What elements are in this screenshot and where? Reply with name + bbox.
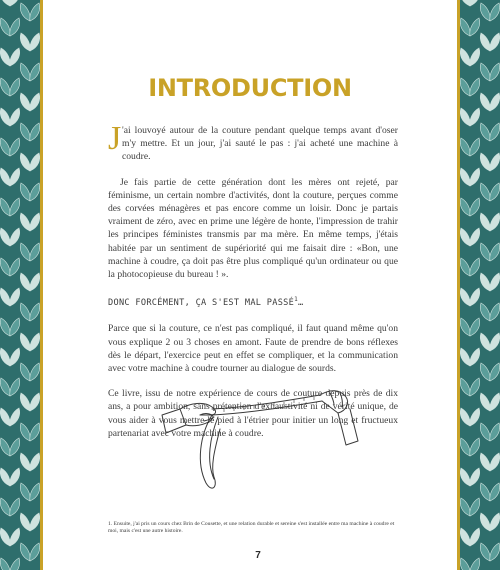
drop-cap: J [108,120,122,157]
leaf-pattern-left [0,0,40,570]
leaf-pattern-right [460,0,500,570]
footnote: 1. Ensuite, j'ai pris un cours chez Brin de Cousette, et une relation durable et sereine s'est installée entre ma machine à coudre et moi, mais c'est une autre histoire. [108,520,395,535]
paragraph-2: Je fais partie de cette génération dont les mères ont rejeté, par féminisme, un certain nombre d'activités, dont la couture, perçues comme des corvées ménagères et pas encore comme un loisir. Donc je partais vraiment de zéro, avec en prime une légère de honte, l'impression de trahir les principes féministes transmis par ma mère. En même temps, j'étais habitée par un sentiment de supériorité qui me faisait dire : «Bon, une machine à coudre, ça doit pas être plus compliqué qu'un ordinateur ou que la photocopieuse du bureau ! ». [108,176,398,281]
paragraph-1 [108,120,398,164]
page-title: INTRODUCTION [148,74,352,103]
paragraph-4: Ce livre, issu de notre expérience de cours de couture depuis près de dix ans, a pour ambition, sans prétention d'exhaustivité ni de vérité unique, de vous aider à vous mettre le pied à l'étrier pour initier un long et fructueux partenariat avec votre machine à coudre. [108,388,398,439]
handwritten-line [108,293,398,310]
paragraph-3: Parce que si la couture, ce n'est pas compliqué, il faut quand même qu'on vous explique 2 ou 3 choses en amont. Faute de prendre de bons réflexes dès le départ, l'exercice peut en effet se compliquer, et la communication avec votre machine à coudre tourner au dialogue de sourds. [108,323,398,374]
right-gold-rule [457,0,460,570]
right-leaf-pattern-border [460,0,500,570]
left-leaf-pattern-border [0,0,40,570]
footnote-ref: 1 [294,296,299,304]
paragraph-1-text: 'ai louvoyé autour de la couture pendant quelque temps avant d'oser m'y mettre. Et un jour, j'ai sauté le pas : j'ai acheté une machine à coudre. [122,125,398,163]
hands-measuring-tape-illustration [160,385,360,510]
handwritten-text: DONC FORCÉMENT, ÇA S'EST MAL PASSÉ [108,298,295,309]
handwritten-ellipsis: … [298,298,304,309]
page-number: 7 [255,550,261,561]
